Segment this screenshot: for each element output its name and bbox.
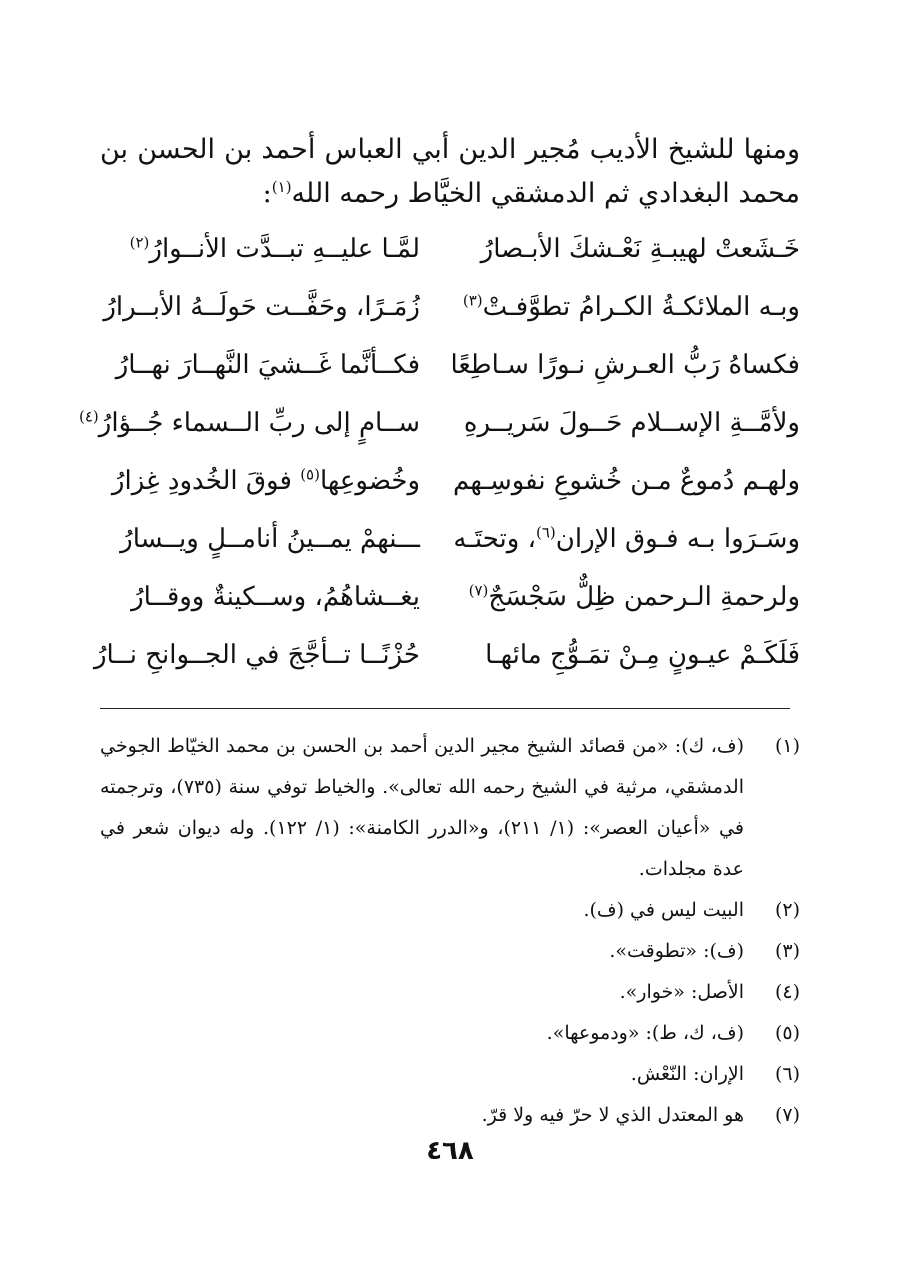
page-number: ٤٦٨ bbox=[426, 1136, 474, 1166]
first-hemistich: ولأمَّــةِ الإســلام حَــولَ سَريــرهِ bbox=[463, 408, 800, 438]
second-hemistich: ســامٍ إلى ربِّ الــسماء جُــؤارُ$^{(٤)}$ bbox=[79, 407, 420, 438]
footnote-text: البيت ليس في (ف). bbox=[583, 899, 744, 921]
footnote-ref: (٥) bbox=[300, 465, 320, 484]
second-hemistich: ـــنهمْ يمــينُ أنامــلٍ ويــسارُ bbox=[120, 524, 420, 554]
footnote-number: (١) bbox=[774, 735, 800, 757]
footnote-1 bbox=[100, 726, 800, 890]
footnote-ref: (٧) bbox=[468, 581, 489, 600]
footnote-number: (٣) bbox=[774, 940, 800, 962]
footnote-number: (٢) bbox=[774, 899, 800, 921]
footnote-2 bbox=[100, 890, 800, 931]
second-hemistich: فكــأنَّما غَــشيَ النَّهــارَ نهــارُ bbox=[115, 350, 420, 380]
footnote-text: (ف، ك): «من قصائد الشيخ مجير الدين أحمد بن الحسن بن محمد الخيّاط الجوخي الدمشقي، مرثية في الشيخ رحمه الله تعالى». والخياط توفي سنة (٧٣٥)، وترجمته في «أعيان العصر»: (١/ ٢١١)، و«الدرر الكامنة»: (١/ ١٢٢). وله ديوان شعر في عدة مجلدات. bbox=[100, 735, 744, 880]
footnote-ref: (٢) bbox=[129, 233, 150, 252]
footnote-5 bbox=[100, 1013, 800, 1054]
footnote-ref: (٤) bbox=[79, 407, 99, 426]
footnote-7 bbox=[100, 1095, 800, 1136]
first-hemistich: خَـشَعتْ لهيبـةِ نَعْـشكَ الأبـصارُ bbox=[480, 234, 800, 264]
footnotes bbox=[100, 726, 800, 1136]
verse-1 bbox=[100, 220, 800, 278]
intro-text: ومنها للشيخ الأديب مُجير الدين أبي العباس أحمد بن الحسن بن محمد البغدادي ثم الدمشقي الخيَّاط رحمه الله bbox=[100, 134, 800, 209]
first-hemistich: ولرحمةِ الـرحمن ظِلٌّ سَجْسَجٌ$^{(٧)}$ bbox=[468, 581, 800, 612]
verse-4 bbox=[79, 394, 800, 452]
verse-8 bbox=[93, 626, 800, 684]
intro-paragraph bbox=[100, 128, 800, 216]
verse-6 bbox=[100, 510, 800, 568]
footnote-number: (٤) bbox=[774, 981, 800, 1003]
first-hemistich: فَلَكَـمْ عيـونٍ مِـنْ تمَـوُّجِ مائهـا bbox=[485, 640, 800, 670]
footnote-number: (٧) bbox=[774, 1104, 800, 1126]
second-hemistich: زُمَـرًا، وحَفَّــت حَولَــهُ الأبــرارُ bbox=[103, 292, 420, 322]
second-hemistich: لمَّـا عليــهِ تبــدَّت الأنــوارُ$^{(٢)}$ bbox=[129, 233, 420, 264]
poem bbox=[79, 220, 800, 684]
verse-2 bbox=[100, 278, 800, 336]
second-hemistich: يغــشاهُمُ، وســكينةٌ ووقــارُ bbox=[131, 582, 420, 612]
footnote-text: (ف، ك، ط): «ودموعها». bbox=[546, 1022, 744, 1044]
footnote-3 bbox=[100, 931, 800, 972]
verse-7 bbox=[100, 568, 800, 626]
intro-colon: : bbox=[262, 178, 272, 209]
first-hemistich: ولهـم دُموعٌ مـن خُشوعِ نفوسِـهم bbox=[453, 466, 800, 496]
second-hemistich: حُزْنًــا تــأجَّجَ في الجــوانحِ نــارُ bbox=[93, 640, 420, 670]
first-hemistich: وسَـرَوا بـه فـوق الإران$^{(٦)}$، وتحتَـه bbox=[453, 523, 800, 554]
footnote-text: (ف): «تطوقت». bbox=[609, 940, 744, 962]
footnote-text: الأصل: «خوار». bbox=[619, 981, 744, 1003]
footnote-text: هو المعتدل الذي لا حرّ فيه ولا قرّ. bbox=[481, 1104, 744, 1126]
first-hemistich: فكساهُ رَبُّ العـرشِ نـورًا سـاطِعًا bbox=[450, 350, 800, 380]
verse-3 bbox=[100, 336, 800, 394]
footnote-ref: (٣) bbox=[462, 291, 483, 310]
second-hemistich: وخُضوعِها$^{(٥)}$ فوقَ الخُدودِ غِزارُ bbox=[111, 465, 420, 496]
footnote-ref: (١) bbox=[271, 178, 292, 196]
footnote-ref: (٦) bbox=[535, 523, 556, 542]
footnote-number: (٥) bbox=[774, 1022, 800, 1044]
first-hemistich: وبـه الملائكـةُ الكـرامُ تطوَّفـتْ$^{(٣)}$ bbox=[462, 291, 800, 322]
footnote-text: الإران: النّعْش. bbox=[630, 1063, 744, 1085]
footnote-6 bbox=[100, 1054, 800, 1095]
footnote-separator bbox=[100, 708, 790, 709]
footnote-number: (٦) bbox=[774, 1063, 800, 1085]
footnote-4 bbox=[100, 972, 800, 1013]
verse-5 bbox=[100, 452, 800, 510]
